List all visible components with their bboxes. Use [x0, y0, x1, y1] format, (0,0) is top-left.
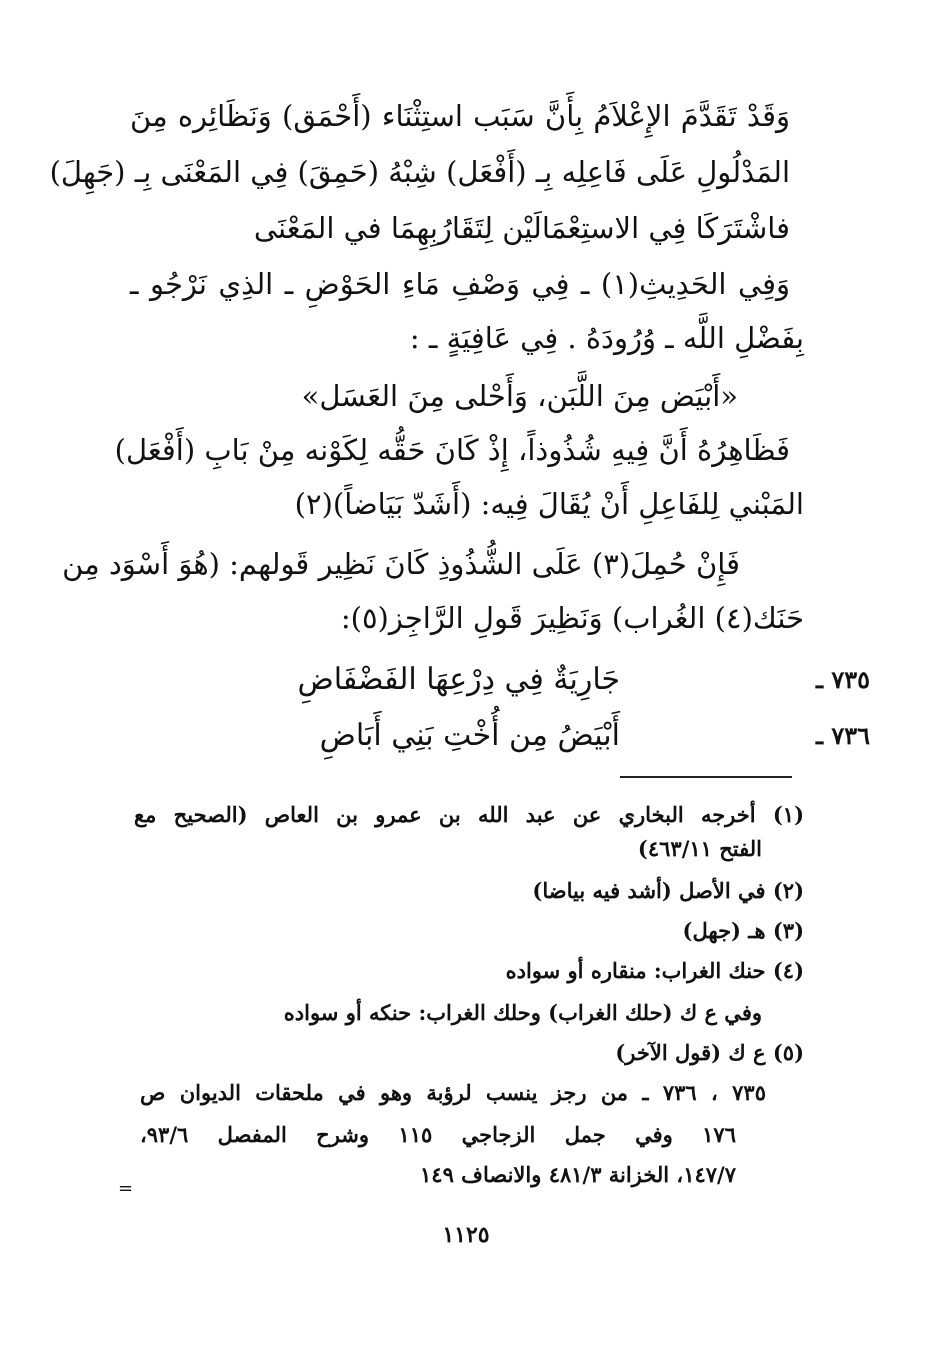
body-line: المَدْلُولِ عَلَى فَاعِلِه بِـ (أَفْعَل) شِبْهُ (حَمِقَ) فِي المَعْنَى بِـ (جَهِلَ) — [49, 155, 790, 189]
body-line: حَنَك(٤) الغُراب) وَنَظِيرَ قَولِ الرَّاجِز(٥): — [340, 601, 804, 635]
footnote-line: (٢) في الأصل (أشد فيه بياضا) — [532, 878, 804, 903]
footnote-line: (٤) حنك الغراب: منقاره أو سواده — [505, 958, 804, 983]
footnote-line: ١٤٧/٧، الخزانة ٤٨١/٣ والانصاف ١٤٩ — [420, 1162, 736, 1187]
body-line: فَإِنْ حُمِلَ(٣) عَلَى الشُّذُوذِ كَانَ نَظِير قَولهم: (هُوَ أَسْوَد مِن — [62, 547, 740, 581]
body-line: بِفَضْلِ اللَّه ـ وُرُودَهُ . فِي عَافِيَةٍ ـ : — [409, 321, 804, 355]
footnote-line: (١) أخرجه البخاري عن عبد الله بن عمرو بن العاص (الصحيح مع — [134, 802, 804, 827]
verse-line: أَبْيَضُ مِن أُخْتِ بَنِي أَبَاضِ — [319, 718, 620, 753]
body-line: وَقَدْ تَقَدَّمَ الإِعْلاَمُ بِأَنَّ سَبَب استِثْنَاء (أَحْمَق) وَنَظَائِره مِنَ — [130, 99, 790, 133]
edge-mark: = — [118, 1178, 134, 1199]
body-line: وَفِي الحَدِيثِ(١) ـ فِي وَصْفِ مَاءِ الحَوْضِ ـ الذِي نَرْجُو ـ — [130, 267, 791, 301]
footnote-line: ١٧٦ وفي جمل الزجاجي ١١٥ وشرح المفصل ٩٣/٦، — [140, 1122, 736, 1147]
footnote-line: (٥) ع ك (قول الآخر) — [615, 1040, 804, 1065]
page-number: ١١٢٥ — [442, 1222, 490, 1248]
body-line: المَبْني لِلفَاعِلِ أَنْ يُقَالَ فِيه: (أَشَدّ بَيَاضاً)(٢) — [294, 487, 804, 521]
footnote-line: وفي ع ك (حلك الغراب) وحلك الغراب: حنكه أو سواده — [283, 1000, 762, 1025]
footnote-line: الفتح ٤٦٣/١١) — [637, 836, 762, 861]
footnote-line: (٣) هـ (جهل) — [682, 918, 804, 943]
verse-line: جَارِيَةٌ فِي دِرْعِهَا الفَضْفَاضِ — [297, 662, 620, 697]
verse-number: ٧٣٥ ـ — [815, 665, 870, 694]
footnote-separator — [620, 776, 792, 778]
body-line: فَظَاهِرُهُ أَنَّ فِيهِ شُذُوذاً، إِذْ كَانَ حَقُّه لِكَوْنه مِنْ بَابِ (أَفْعَل) — [114, 433, 790, 467]
footnote-line: ٧٣٥ ، ٧٣٦ ـ من رجز ينسب لرؤبة وهو في ملحقات الديوان ص — [140, 1080, 766, 1105]
body-line: فاشْتَرَكَا فِي الاستِعْمَالَيْن لِتَقَارُبِهِمَا في المَعْنَى — [253, 211, 790, 245]
verse-number: ٧٣٦ ـ — [815, 721, 870, 750]
hadith-quote: «أَبْيَض مِنَ اللَّبَن، وَأَحْلى مِنَ العَسَل» — [301, 379, 738, 413]
